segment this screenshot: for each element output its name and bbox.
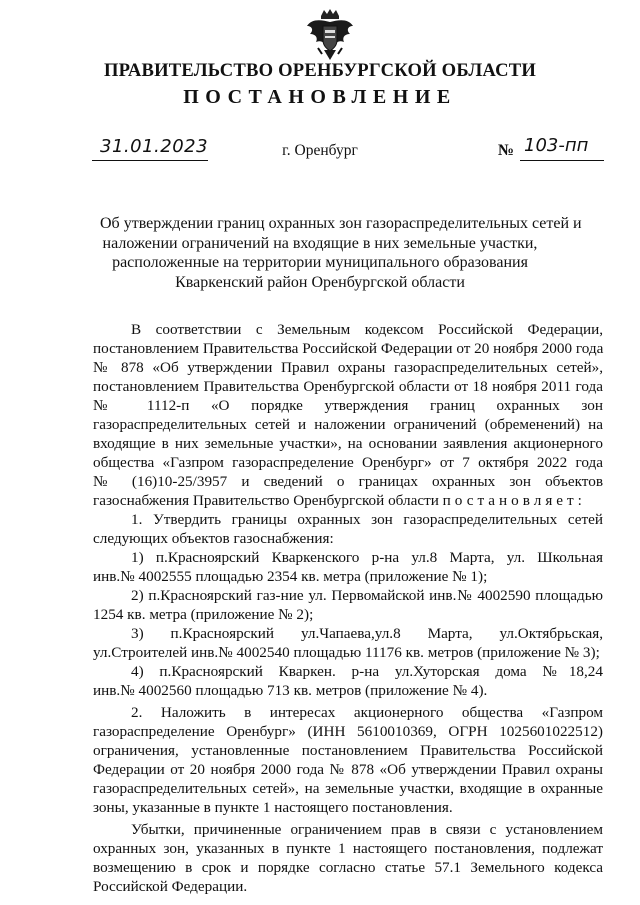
resolution-verb: постановляет: (442, 492, 586, 509)
body-line: постановлением Правительства Оренбургской области от 18 ноября 2011 года (93, 378, 603, 395)
document-type: ПОСТАНОВЛЕНИЕ (183, 86, 457, 108)
document-body (93, 320, 603, 896)
body-line: газораспределительных сетей и наложении ограничений (обременений) на (93, 416, 603, 433)
body-line: № (16)10-25/3957 и сведений о границах охранных зон объектов (93, 473, 603, 490)
body-line: входящие в них земельные участки», на основании заявления акционерного (93, 435, 603, 452)
body-line: зоны, указанные в пункте 1 настоящего постановления. (93, 799, 453, 816)
subject-line: Об утверждении границ охранных зон газораспределительных сетей и (100, 215, 582, 232)
body-line: № 878 «Об утверждении Правил охраны газораспределительных сетей», (93, 359, 603, 376)
body-line: № 1112-п «О порядке утверждения границ охранных зон (93, 397, 603, 414)
number-field (498, 135, 618, 160)
handwritten-number: 103-пп (524, 135, 589, 156)
body-line: возмещению в срок и порядке согласно статье 57.1 Земельного кодекса (93, 859, 603, 876)
handwritten-date: 31.01.2023 (100, 136, 209, 157)
list-item: 3) п.Красноярский ул.Чапаева,ул.8 Марта, ул.Октябрьская, (131, 625, 603, 642)
list-item: 2) п.Красноярский газ-ние ул. Первомайской инв.№ 4002590 площадью (131, 587, 603, 604)
number-sign: № (498, 142, 515, 159)
list-item: 1) п.Красноярский Кваркенского р-на ул.8 Марта, ул. Школьная (131, 549, 603, 566)
meta-row (0, 135, 640, 162)
city: г. Оренбург (282, 142, 358, 159)
list-item: 4) п.Красноярский Кваркен. р-на ул.Хуторская дома №18,24 (131, 663, 603, 680)
body-line: газораспределительных сетей», на земельные участки, входящие в охранные (93, 780, 603, 797)
body-line: постановлением Правительства Российской Федерации от 20 ноября 2000 года (93, 340, 604, 357)
body-line: Российской Федерации. (93, 878, 248, 895)
document-subject (100, 214, 582, 292)
body-line: 2. Наложить в интересах акционерного общества «Газпром (131, 704, 603, 721)
body-line: охранных зон, указанных в пункте 1 настоящего постановления, подлежат (93, 840, 603, 857)
list-item: инв.№ 4002560 площадью 713 кв. метров (приложение № 4). (93, 682, 488, 699)
body-line (93, 491, 603, 510)
government-title: ПРАВИТЕЛЬСТВО ОРЕНБУРГСКОЙ ОБЛАСТИ (104, 60, 536, 81)
body-line: В соответствии с Земельным кодексом Российской Федерации, (131, 321, 603, 338)
body-line: газораспределение Оренбург» (ИНН 5610010369, ОГРН 1025601022512) (93, 723, 603, 740)
resolution-prefix: газоснабжения Правительство Оренбургской области (93, 492, 439, 509)
coat-of-arms-icon (304, 8, 356, 64)
body-line: ограничения, установленные постановлением Правительства Российской (93, 742, 603, 759)
body-line: 1. Утвердить границы охранных зон газораспределительных сетей (131, 511, 603, 528)
list-item: ул.Строителей инв.№ 4002540 площадью 11176 кв. метров (приложение № 3); (93, 644, 600, 661)
subject-line: Кваркенский район Оренбургской области (175, 273, 465, 291)
body-line: Убытки, причиненные ограничением прав в связи с установлением (131, 821, 603, 838)
list-item: 1254 кв. метра (приложение № 2); (93, 606, 314, 623)
subject-line: расположенные на территории муниципального образования (112, 254, 528, 271)
body-line: Федерации от 20 ноября 2000 года № 878 «Об утверждении Правил охраны (93, 761, 603, 778)
body-line: общества «Газпром газораспределение Оренбург» от 7 октября 2022 года (93, 454, 603, 471)
list-item: инв.№ 4002555 площадью 2354 кв. метра (приложение № 1); (93, 568, 488, 585)
subject-line: наложении ограничений на входящие в них земельные участки, (102, 234, 538, 252)
body-line: следующих объектов газоснабжения: (93, 530, 334, 547)
